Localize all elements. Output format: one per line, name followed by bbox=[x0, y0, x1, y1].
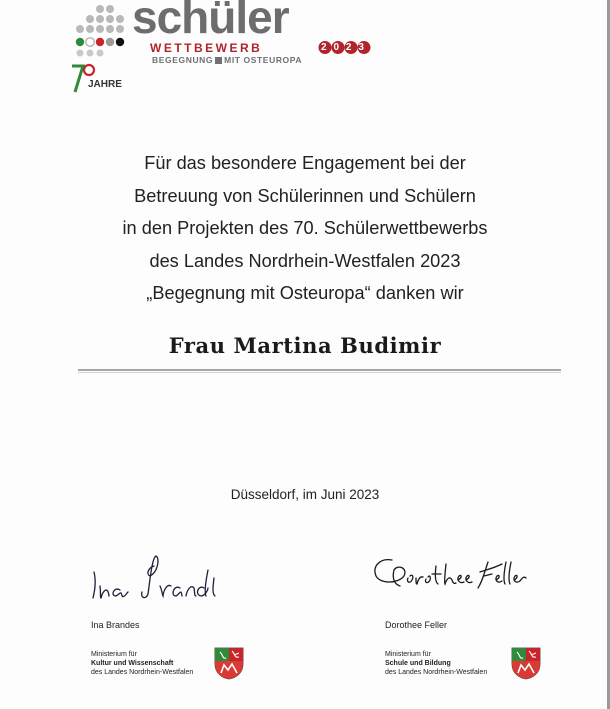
nrw-coat-of-arms-icon bbox=[509, 646, 543, 680]
name-underline bbox=[78, 369, 561, 371]
dedication-line: „Begegnung mit Osteuropa“ danken wir bbox=[146, 283, 464, 304]
name-underline-shadow bbox=[78, 372, 561, 373]
logo-year: 2023 bbox=[321, 42, 371, 53]
logo-subtitle: WETTBEWERB bbox=[150, 41, 263, 55]
ministry-line: Ministerium für bbox=[385, 651, 431, 658]
ministry-line: des Landes Nordrhein-Westfalen bbox=[91, 669, 194, 676]
dedication-line: Betreuung von Schülerinnen und Schülern bbox=[134, 185, 476, 206]
logo-wordmark: schüler bbox=[132, 0, 289, 43]
square-separator-icon bbox=[215, 57, 222, 64]
signatory-name: Ina Brandes bbox=[91, 620, 140, 630]
dot-grid-icon bbox=[70, 4, 130, 60]
nrw-coat-of-arms-icon bbox=[212, 646, 246, 680]
place-date: Düsseldorf, im Juni 2023 bbox=[230, 487, 380, 502]
signature-dorothee-feller bbox=[368, 552, 528, 602]
ministry-block bbox=[385, 650, 487, 677]
logo-motto bbox=[152, 55, 302, 65]
ministry-block bbox=[91, 650, 193, 677]
recipient-name: Frau Martina Budimir bbox=[168, 333, 442, 358]
ministry-line: Schule und Bildung bbox=[385, 660, 451, 667]
logo-motto-left: BEGEGNUNG bbox=[152, 55, 214, 65]
dedication-line: Für das besondere Engagement bei der bbox=[144, 153, 466, 173]
signatory-name: Dorothee Feller bbox=[385, 620, 448, 630]
dedication-text bbox=[0, 147, 610, 310]
dedication-line: in den Projekten des 70. Schülerwettbewerbs bbox=[122, 218, 488, 239]
ministry-line: Kultur und Wissenschaft bbox=[91, 660, 174, 667]
anniversary-label: JAHRE bbox=[88, 79, 122, 90]
dedication-line: des Landes Nordrhein-Westfalen 2023 bbox=[149, 250, 461, 271]
competition-logo bbox=[70, 0, 390, 94]
ministry-line: Ministerium für bbox=[91, 651, 137, 658]
ministry-line: des Landes Nordrhein-Westfalen bbox=[385, 669, 488, 676]
logo-motto-right: MIT OSTEUROPA bbox=[224, 55, 303, 65]
signature-ina-brandes bbox=[88, 550, 228, 606]
